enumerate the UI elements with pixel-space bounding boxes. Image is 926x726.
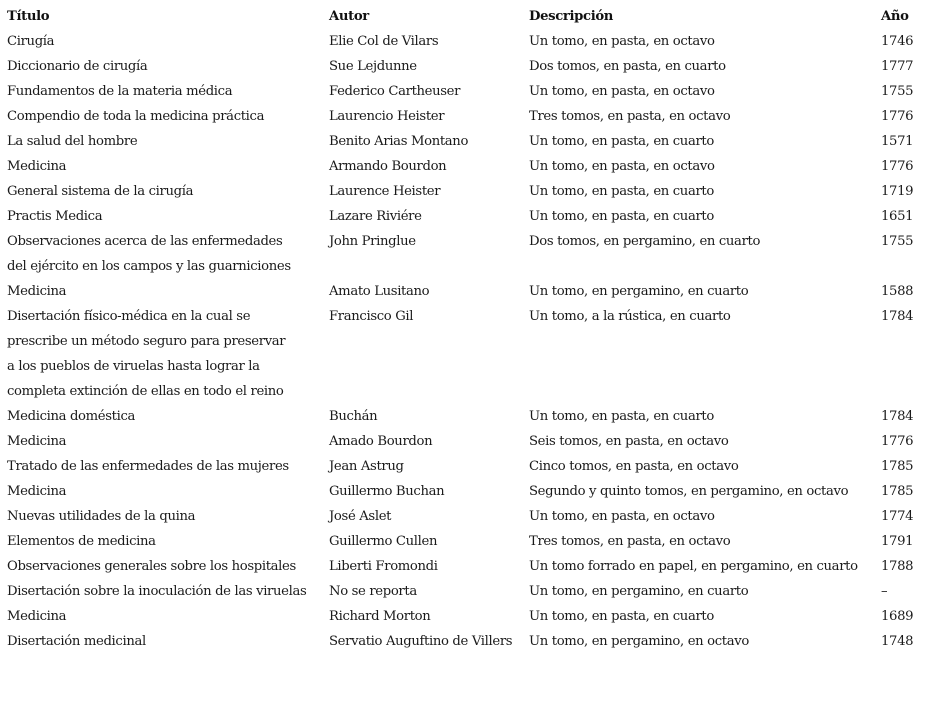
table-row [2,504,925,529]
cell-year: 1788 [881,559,914,574]
title-line: Fundamentos de la materia médica [7,84,233,99]
cell-year: 1755 [881,84,914,99]
cell-author: Guillermo Cullen [329,534,438,549]
cell-year: 1689 [881,609,914,624]
books-table [2,4,925,654]
title-line: completa extinción de ellas en todo el reino [7,384,284,399]
cell-author: Benito Arias Montano [329,134,469,149]
cell-year: 1571 [881,134,914,149]
cell-description: Dos tomos, en pergamino, en cuarto [529,234,761,249]
cell-description: Un tomo, en pasta, en cuarto [529,184,714,199]
table-row [2,454,925,479]
title-line: del ejército en los campos y las guarniciones [7,259,291,274]
cell-author: Guillermo Buchan [329,484,445,499]
cell-author: Liberti Fromondi [329,559,438,574]
cell-title [2,104,324,129]
cell-author: Richard Morton [329,609,431,624]
title-line: Practis Medica [7,209,103,224]
cell-year: 1719 [881,184,914,199]
table-row [2,279,925,304]
cell-year: 1755 [881,234,914,249]
title-line: Tratado de las enfermedades de las mujeres [7,459,289,474]
title-line: La salud del hombre [7,134,138,149]
table-row [2,579,925,604]
cell-description: Un tomo, en pasta, en octavo [529,509,715,524]
table-row [2,229,925,279]
cell-author: No se reporta [329,584,417,599]
table-row [2,429,925,454]
table-row [2,604,925,629]
cell-description: Seis tomos, en pasta, en octavo [529,434,729,449]
cell-description: Un tomo, en pasta, en octavo [529,34,715,49]
cell-title [2,79,324,104]
title-line: Disertación medicinal [7,634,146,649]
table-row [2,204,925,229]
cell-author: Buchán [329,409,378,424]
cell-author: Amado Bourdon [329,434,433,449]
title-line: Disertación físico-médica en la cual se [7,309,251,324]
title-line: a los pueblos de viruelas hasta lograr la [7,359,260,374]
cell-author: Jean Astrug [329,459,404,474]
cell-title [2,579,324,604]
cell-title [2,629,324,654]
cell-author: Laurencio Heister [329,109,445,124]
table-row [2,104,925,129]
title-line: Elementos de medicina [7,534,156,549]
cell-author: Lazare Riviére [329,209,422,224]
cell-title [2,229,324,279]
cell-title [2,454,324,479]
cell-title [2,29,324,54]
cell-author: Servatio Auguftino de Villers [329,634,513,649]
table-row [2,29,925,54]
cell-title [2,204,324,229]
title-line: Medicina [7,484,67,499]
cell-description: Un tomo forrado en papel, en pergamino, en cuarto [529,559,858,574]
cell-title [2,154,324,179]
table-row [2,554,925,579]
cell-description: Un tomo, en pasta, en cuarto [529,209,714,224]
cell-year: 1748 [881,634,914,649]
cell-year: 1785 [881,459,914,474]
cell-description: Un tomo, en pasta, en cuarto [529,609,714,624]
cell-description: Un tomo, en pergamino, en cuarto [529,284,749,299]
cell-description: Tres tomos, en pasta, en octavo [529,534,731,549]
title-line: Medicina [7,159,67,174]
table-row [2,54,925,79]
cell-description: Un tomo, en pasta, en octavo [529,159,715,174]
title-line: Medicina [7,284,67,299]
header-year: Año [881,9,909,24]
cell-description: Un tomo, en pasta, en cuarto [529,134,714,149]
cell-title [2,479,324,504]
cell-author: John Pringlue [329,234,416,249]
cell-year: 1746 [881,34,914,49]
title-line: Observaciones acerca de las enfermedades [7,234,283,249]
table-row [2,629,925,654]
title-line: Diccionario de cirugía [7,59,148,74]
cell-year: 1784 [881,409,914,424]
title-line: Disertación sobre la inoculación de las viruelas [7,584,307,599]
cell-year: 1776 [881,434,914,449]
title-line: Medicina [7,434,67,449]
cell-title [2,529,324,554]
table-row [2,304,925,404]
cell-author: Sue Lejdunne [329,59,417,74]
cell-title [2,504,324,529]
title-line: Cirugía [7,34,55,49]
cell-year: 1651 [881,209,914,224]
table-row [2,179,925,204]
cell-year: 1776 [881,159,914,174]
cell-description: Segundo y quinto tomos, en pergamino, en octavo [529,484,849,499]
title-line: Compendio de toda la medicina práctica [7,109,265,124]
table-body [2,29,925,654]
cell-title [2,429,324,454]
title-line: General sistema de la cirugía [7,184,194,199]
title-line: Nuevas utilidades de la quina [7,509,196,524]
cell-year: 1774 [881,509,914,524]
cell-title [2,129,324,154]
cell-year: 1784 [881,309,914,324]
table-row [2,404,925,429]
table-row [2,129,925,154]
cell-description: Tres tomos, en pasta, en octavo [529,109,731,124]
cell-author: Armando Bourdon [329,159,447,174]
header-description: Descripción [529,9,614,24]
table-row [2,529,925,554]
cell-title [2,179,324,204]
cell-title [2,604,324,629]
cell-title [2,404,324,429]
cell-description: Un tomo, en pergamino, en cuarto [529,584,749,599]
cell-description: Un tomo, en pasta, en octavo [529,84,715,99]
table-row [2,154,925,179]
cell-description: Un tomo, en pasta, en cuarto [529,409,714,424]
cell-author: Amato Lusitano [329,284,430,299]
cell-title [2,304,324,404]
cell-year: 1588 [881,284,914,299]
cell-author: Federico Cartheuser [329,84,461,99]
cell-title [2,554,324,579]
cell-title [2,54,324,79]
cell-author: Laurence Heister [329,184,441,199]
cell-description: Un tomo, a la rústica, en cuarto [529,309,731,324]
header-author: Autor [329,9,369,24]
table-row [2,79,925,104]
title-line: Medicina doméstica [7,409,136,424]
title-line: Observaciones generales sobre los hospitales [7,559,296,574]
table-row [2,479,925,504]
table-header-row [2,4,925,29]
cell-author: Francisco Gil [329,309,414,324]
cell-year: – [881,584,888,599]
cell-year: 1791 [881,534,914,549]
title-line: prescribe un método seguro para preservar [7,334,286,349]
cell-author: Elie Col de Vilars [329,34,439,49]
header-title: Título [7,9,50,24]
cell-description: Cinco tomos, en pasta, en octavo [529,459,739,474]
cell-title [2,279,324,304]
cell-description: Dos tomos, en pasta, en cuarto [529,59,726,74]
cell-year: 1777 [881,59,914,74]
cell-year: 1776 [881,109,914,124]
cell-author: José Aslet [329,509,392,524]
cell-description: Un tomo, en pergamino, en octavo [529,634,749,649]
cell-year: 1785 [881,484,914,499]
title-line: Medicina [7,609,67,624]
